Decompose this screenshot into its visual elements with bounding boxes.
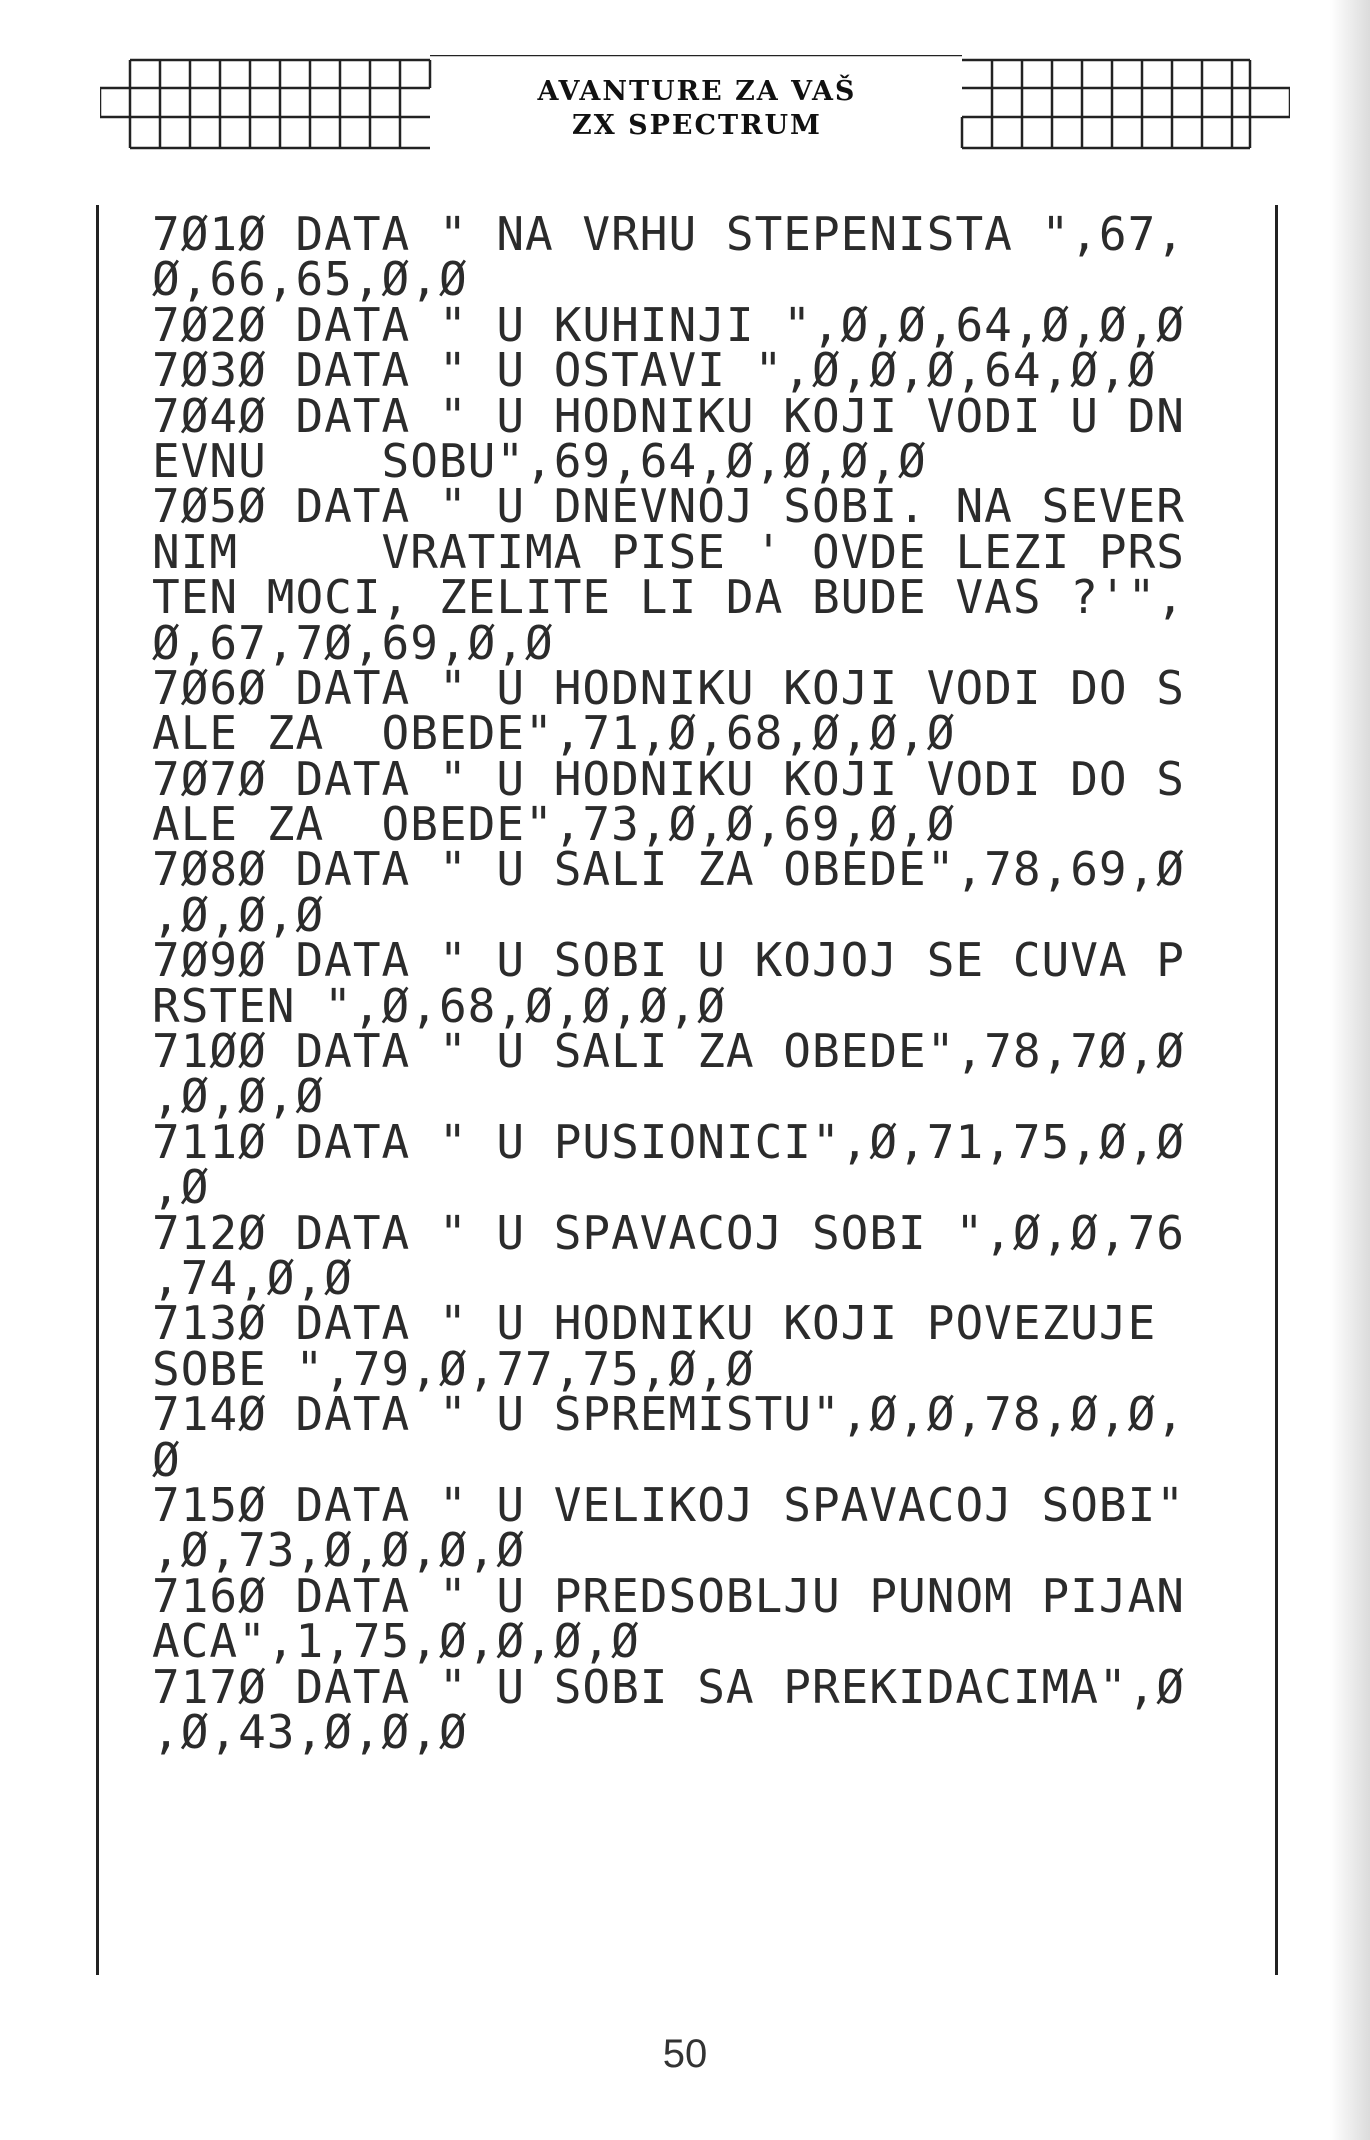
header-title [432, 63, 962, 155]
listing-frame-left [96, 205, 99, 1975]
listing-line: RSTEN ",Ø,68,Ø,Ø,Ø,Ø [152, 978, 726, 1033]
listing-line: 7Ø1Ø DATA " NA VRHU STEPENISTA ",67, [152, 207, 1185, 261]
basic-listing [152, 207, 1262, 1759]
page-number: 50 [662, 2032, 708, 2076]
page-edge-shadow [1330, 0, 1370, 2140]
listing-line: 715Ø DATA " U VELIKOJ SPAVACOJ SOBI" [152, 1477, 1185, 1532]
listing-line: Ø,67,7Ø,69,Ø,Ø [152, 615, 554, 670]
listing-line: 7Ø2Ø DATA " U KUHINJI ",Ø,Ø,64,Ø,Ø,Ø [152, 297, 1185, 352]
listing-line: 7Ø5Ø DATA " U DNEVNOJ SOBI. NA SEVER [152, 479, 1185, 534]
listing-line: NIM VRATIMA PISE ' OVDE LEZI PRS [152, 524, 1185, 579]
listing-line: 7Ø6Ø DATA " U HODNIKU KOJI VODI DO S [152, 660, 1185, 715]
listing-line: ALE ZA OBEDE",73,Ø,Ø,69,Ø,Ø [152, 797, 956, 852]
listing-line: 712Ø DATA " U SPAVACOJ SOBI ",Ø,Ø,76 [152, 1205, 1185, 1260]
listing-line: EVNU SOBU",69,64,Ø,Ø,Ø,Ø [152, 433, 927, 488]
page-header [100, 55, 1290, 160]
listing-line: ,Ø,Ø,Ø [152, 1069, 325, 1124]
listing-line: 717Ø DATA " U SOBI SA PREKIDACIMA",Ø [152, 1659, 1185, 1714]
listing-line: SOBE ",79,Ø,77,75,Ø,Ø [152, 1341, 755, 1396]
listing-line: ,Ø,43,Ø,Ø,Ø [152, 1704, 468, 1759]
listing-line: ALE ZA OBEDE",71,Ø,68,Ø,Ø,Ø [152, 706, 956, 761]
listing-line: 7Ø4Ø DATA " U HODNIKU KOJI VODI U DN [152, 388, 1185, 443]
listing-line: Ø [152, 1432, 181, 1487]
listing-line: ,74,Ø,Ø [152, 1250, 353, 1305]
listing-line: ,Ø,73,Ø,Ø,Ø,Ø [152, 1523, 526, 1578]
listing-line: 7Ø3Ø DATA " U OSTAVI ",Ø,Ø,Ø,64,Ø,Ø [152, 343, 1157, 398]
listing-line: ,Ø [152, 1160, 210, 1215]
listing-line: TEN MOCI, ZELITE LI DA BUDE VAS ?'", [152, 570, 1185, 625]
listing-frame-right [1275, 205, 1278, 1975]
listing-line: 713Ø DATA " U HODNIKU KOJI POVEZUJE [152, 1296, 1157, 1351]
listing-line: Ø,66,65,Ø,Ø [152, 252, 468, 307]
listing-line: 711Ø DATA " U PUSIONICI",Ø,71,75,Ø,Ø [152, 1114, 1185, 1169]
listing-line: 7Ø9Ø DATA " U SOBI U KOJOJ SE CUVA P [152, 933, 1185, 988]
listing-line: 7Ø8Ø DATA " U SALI ZA OBEDE",78,69,Ø [152, 842, 1185, 897]
listing-line: 71ØØ DATA " U SALI ZA OBEDE",78,7Ø,Ø [152, 1024, 1185, 1079]
listing-line: ,Ø,Ø,Ø [152, 887, 325, 942]
header-title-line-2: ZX SPECTRUM [572, 110, 822, 141]
listing-line: 716Ø DATA " U PREDSOBLJU PUNOM PIJAN [152, 1568, 1185, 1623]
header-title-line-1: AVANTURE ZA VAŠ [537, 76, 857, 107]
listing-line: 714Ø DATA " U SPREMISTU",Ø,Ø,78,Ø,Ø, [152, 1387, 1185, 1442]
listing-line: 7Ø7Ø DATA " U HODNIKU KOJI VODI DO S [152, 751, 1185, 806]
listing-line: ACA",1,75,Ø,Ø,Ø,Ø [152, 1614, 640, 1669]
